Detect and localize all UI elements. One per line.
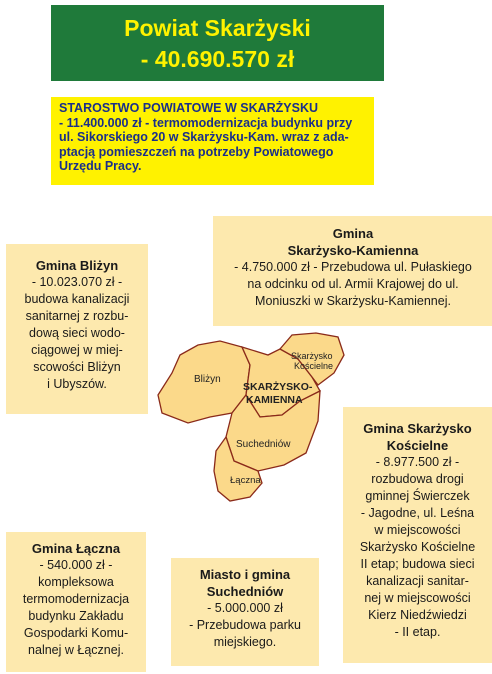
starostwo-line: - 11.400.000 zł - termomodernizacja budynku przy xyxy=(59,115,353,130)
gmina-skarzysko-kamienna-line: - 4.750.000 zł - Przebudowa ul. Pułaskiego xyxy=(234,260,472,274)
gmina-skarzysko-koscielne-box xyxy=(343,407,492,663)
gmina-blizyn-line: dową sieci wodo- xyxy=(29,326,125,340)
gmina-blizyn-line: - 10.023.070 zł - xyxy=(31,275,123,289)
gmina-blizyn-line: i Ubyszów. xyxy=(47,377,107,391)
gmina-skarzysko-kamienna-line: Moniuszki w Skarżysku-Kamiennej. xyxy=(255,294,451,308)
gmina-laczna-line: Gospodarki Komu- xyxy=(23,626,129,640)
gmina-suchedniow-line: - Przebudowa parku xyxy=(189,618,301,632)
county-map xyxy=(150,325,350,505)
gmina-laczna-name: Gmina Łączna xyxy=(31,541,121,556)
gmina-suchedniow-name: Suchedniów xyxy=(206,584,284,599)
gmina-suchedniow-box xyxy=(171,558,319,666)
map-label-skarzysko-kamienna: SKARŻYSKO- xyxy=(243,381,313,393)
map-label-skarzysko-kamienna: KAMIENNA xyxy=(246,394,303,406)
gmina-blizyn-name: Gmina Bliżyn xyxy=(35,258,119,273)
gmina-skarzysko-koscielne-line: kanalizacji sanitar- xyxy=(366,574,469,588)
starostwo-line: ptacją pomieszczeń na potrzeby Powiatowego xyxy=(59,144,334,159)
gmina-skarzysko-kamienna-box xyxy=(213,216,492,326)
starostwo-box xyxy=(51,97,374,185)
county-total: - 40.690.570 zł xyxy=(140,46,295,72)
gmina-suchedniow-line: - 5.000.000 zł xyxy=(207,601,283,615)
gmina-skarzysko-kamienna-name: Skarżysko-Kamienna xyxy=(287,243,419,258)
gmina-skarzysko-koscielne-line: w miejscowości xyxy=(374,523,461,537)
gmina-skarzysko-koscielne-line: - Jagodne, ul. Leśna xyxy=(360,506,475,520)
map-label-skarzysko-koscielne: Skarżysko xyxy=(291,351,333,361)
map-label-laczna: Łączna xyxy=(230,475,261,486)
gmina-laczna-line: termomodernizacja xyxy=(22,592,130,606)
gmina-blizyn-line: ciągowej w miej- xyxy=(31,343,123,357)
map-label-skarzysko-koscielne: Kościelne xyxy=(294,361,334,371)
gmina-skarzysko-koscielne-line: - 8.977.500 zł - xyxy=(375,455,460,469)
gmina-blizyn-line: sanitarnej z rozbu- xyxy=(25,309,129,323)
map-label-suchedniow: Suchedniów xyxy=(236,439,291,450)
gmina-laczna-line: - 540.000 zł - xyxy=(39,558,113,572)
county-map-svg xyxy=(150,325,350,505)
gmina-blizyn-line: scowości Bliżyn xyxy=(33,360,121,374)
county-name: Powiat Skarżyski xyxy=(124,15,311,41)
gmina-skarzysko-koscielne-line: nej w miejscowości xyxy=(364,591,471,605)
gmina-skarzysko-koscielne-name: Kościelne xyxy=(386,438,449,453)
gmina-skarzysko-koscielne-name: Gmina Skarżysko xyxy=(363,421,472,436)
gmina-skarzysko-koscielne-line: Skarżysko Kościelne xyxy=(359,540,476,554)
gmina-skarzysko-koscielne-line: II etap; budowa sieci xyxy=(360,557,475,571)
gmina-laczna-line: budynku Zakładu xyxy=(28,609,124,623)
starostwo-line: Urzędu Pracy. xyxy=(59,159,142,173)
gmina-blizyn-box xyxy=(6,244,148,414)
gmina-skarzysko-koscielne-line: rozbudowa drogi xyxy=(371,472,464,486)
county-title-box xyxy=(51,5,384,81)
gmina-laczna-line: nalnej w Łącznej. xyxy=(28,643,124,657)
gmina-suchedniow-name: Miasto i gmina xyxy=(199,567,291,582)
map-label-blizyn: Bliżyn xyxy=(194,374,221,385)
gmina-blizyn-line: budowa kanalizacji xyxy=(24,292,130,306)
gmina-suchedniow-line: miejskiego. xyxy=(213,635,277,649)
gmina-skarzysko-koscielne-line: gminnej Świerczek xyxy=(365,489,470,503)
gmina-skarzysko-koscielne-line: Kierz Niedźwiedzi xyxy=(368,608,467,622)
starostwo-line: ul. Sikorskiego 20 w Skarżysku-Kam. wraz z ada- xyxy=(59,130,349,144)
gmina-skarzysko-kamienna-line: na odcinku od ul. Armii Krajowej do ul. xyxy=(247,277,459,291)
starostwo-line: STAROSTWO POWIATOWE W SKARŻYSKU xyxy=(59,101,319,115)
gmina-laczna-box xyxy=(6,532,146,672)
gmina-laczna-line: kompleksowa xyxy=(38,575,114,589)
gmina-skarzysko-koscielne-line: - II etap. xyxy=(394,625,441,639)
gmina-skarzysko-kamienna-name: Gmina xyxy=(332,226,374,241)
